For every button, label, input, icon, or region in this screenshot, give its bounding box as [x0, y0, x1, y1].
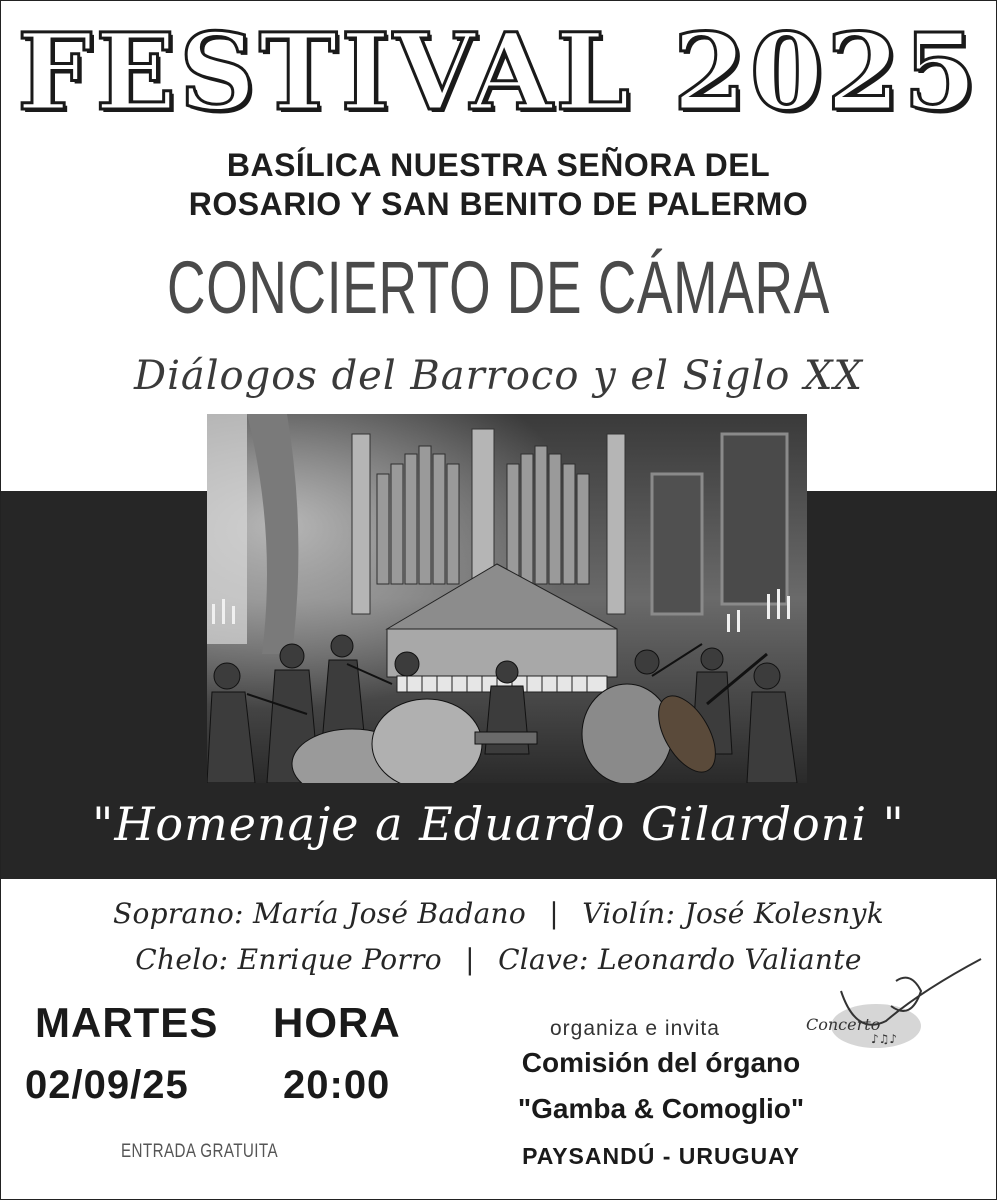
- time-label: HORA: [273, 999, 401, 1046]
- event-time: 20:00: [283, 1063, 391, 1107]
- performer-name: José Kolesnyk: [684, 897, 884, 930]
- svg-text:♪♫♪: ♪♫♪: [871, 1032, 898, 1046]
- venue-line-2: ROSARIO Y SAN BENITO DE PALERMO: [188, 186, 809, 222]
- event-date: 02/09/25: [25, 1063, 189, 1107]
- separator: |: [465, 943, 475, 976]
- baroque-ensemble-photo: [207, 414, 807, 783]
- separator: |: [549, 897, 559, 930]
- admission-text: ENTRADA GRATUITA: [121, 1141, 279, 1162]
- performer-role: Violín:: [582, 897, 676, 930]
- performer-role: Clave:: [498, 943, 589, 976]
- location-text: PAYSANDÚ - URUGUAY: [522, 1143, 800, 1169]
- venue-line-1: BASÍLICA NUESTRA SEÑORA DEL: [226, 147, 771, 183]
- concerto-logo-icon: [801, 951, 986, 1061]
- concert-subtitle: Diálogos del Barroco y el Siglo XX: [134, 353, 863, 399]
- performer-role: Soprano:: [112, 897, 244, 930]
- performer-name: Leonardo Valiante: [597, 943, 862, 976]
- performers-line-1: [1, 897, 996, 930]
- venue-name: [1, 146, 996, 224]
- homage-title: "Homenaje a Eduardo Gilardoni ": [92, 797, 905, 851]
- organ-name: "Gamba & Comoglio": [517, 1093, 805, 1124]
- performer-role: Chelo:: [135, 943, 229, 976]
- festival-title: FESTIVAL 2025: [17, 9, 980, 134]
- organizer-name: Comisión del órgano: [521, 1047, 801, 1078]
- performer-name: María José Badano: [252, 897, 527, 930]
- photo-illustration: [207, 414, 807, 783]
- performer-name: Enrique Porro: [237, 943, 442, 976]
- day-label: MARTES: [35, 999, 219, 1046]
- organizer-intro: organiza e invita: [550, 1017, 720, 1040]
- concert-name: CONCIERTO DE CÁMARA: [166, 246, 831, 329]
- logo-text: Concerto: [806, 1015, 881, 1034]
